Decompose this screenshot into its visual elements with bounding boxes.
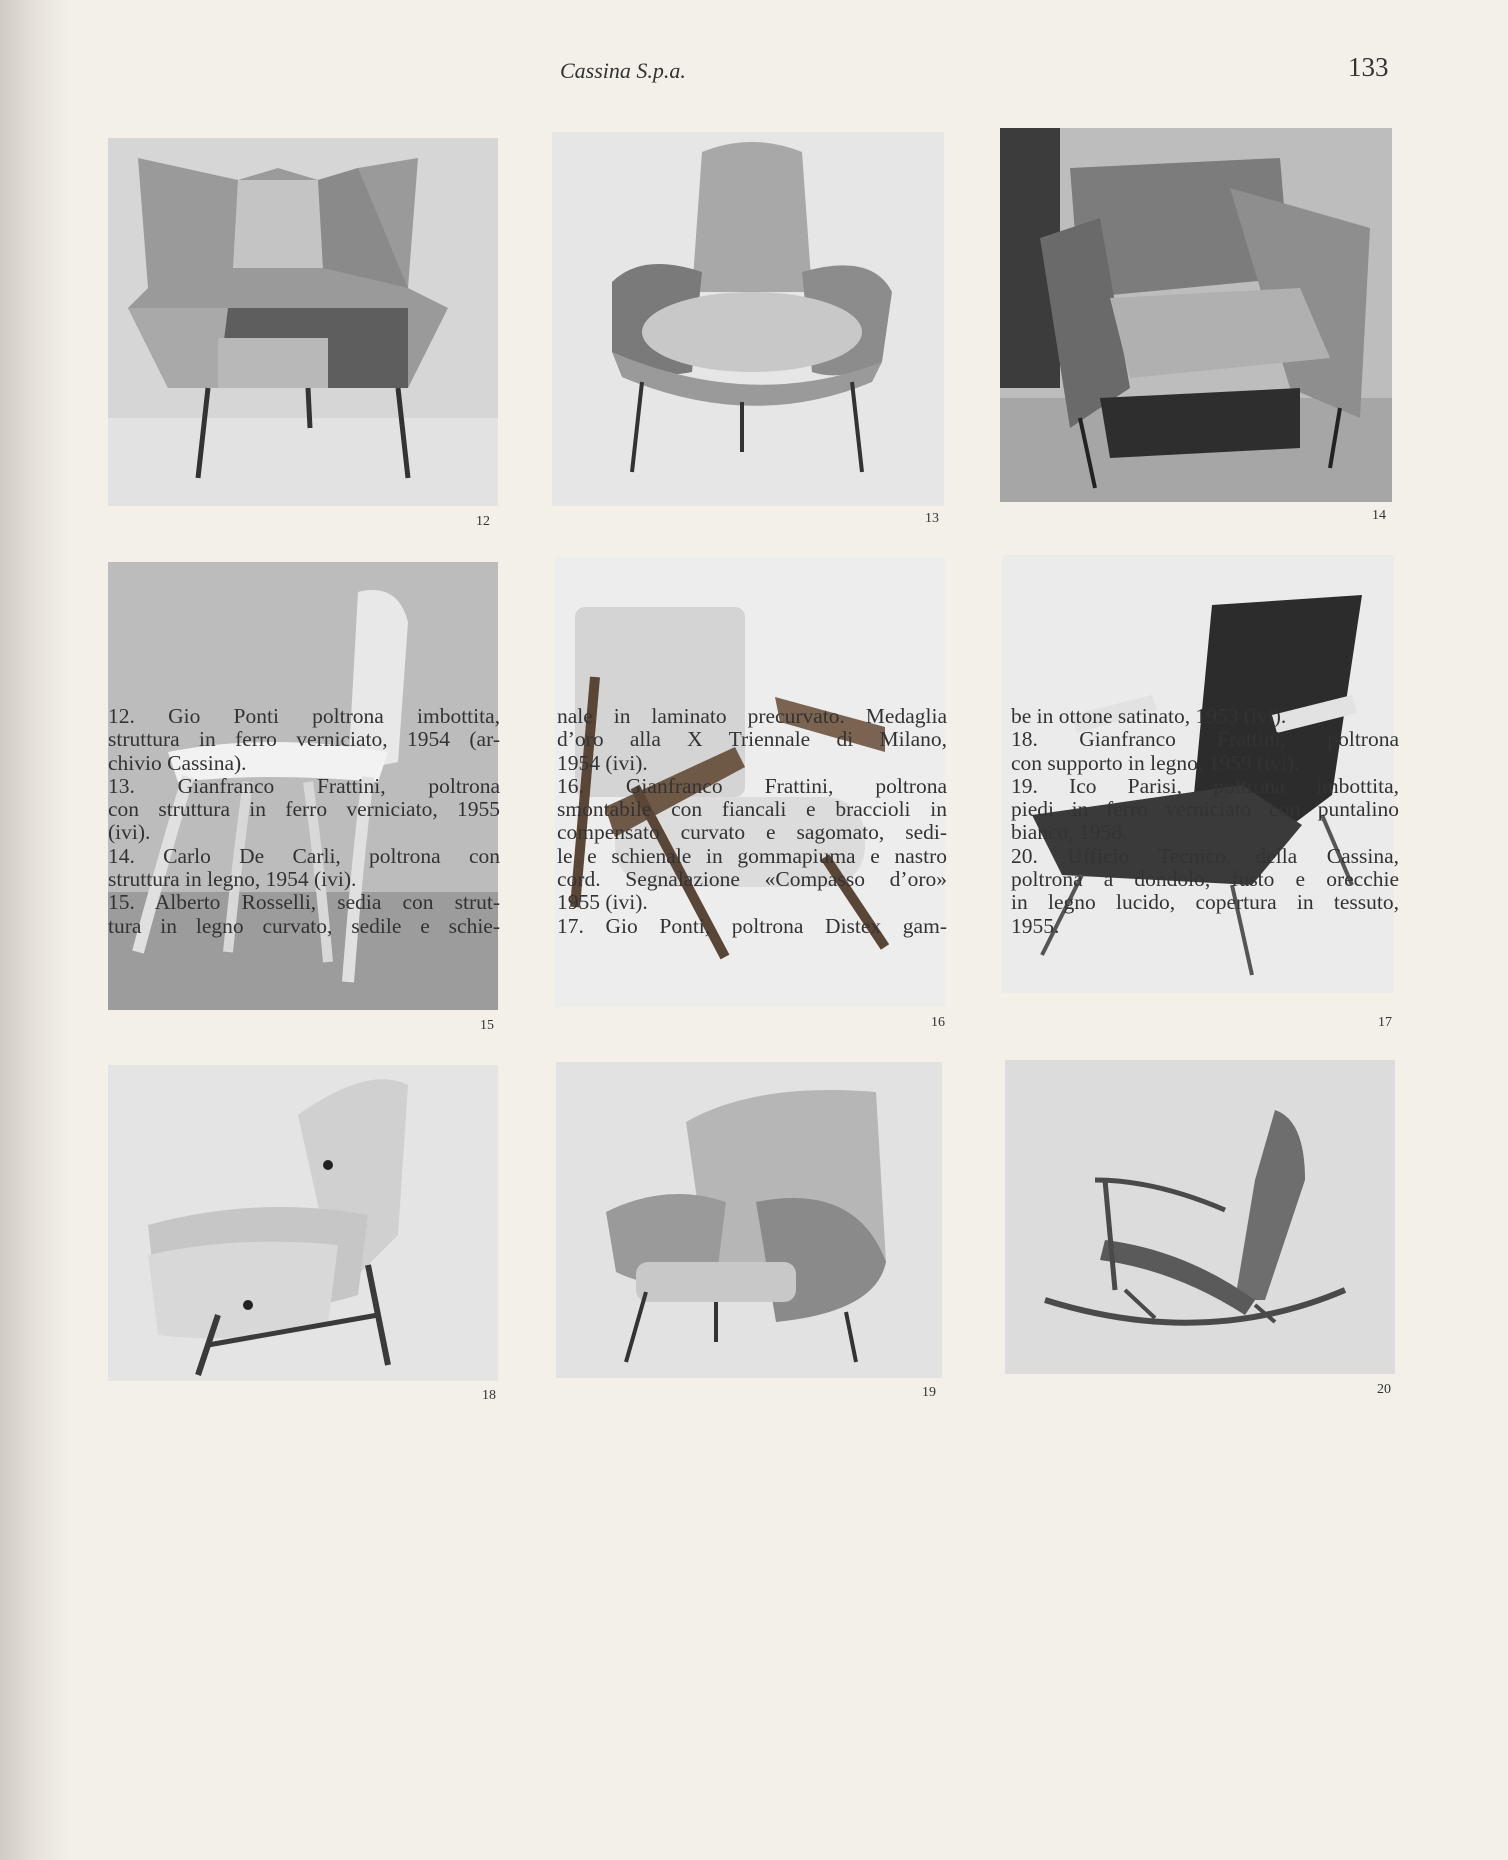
figure-number: 16: [931, 1015, 945, 1030]
caption-line: struttura in ferro verniciato, 1954 (ar-: [108, 727, 500, 752]
running-header: Cassina S.p.a.: [560, 58, 686, 83]
figure-number: 12: [476, 514, 490, 529]
caption-line: be in ottone satinato, 1953 (ivi).: [1011, 704, 1287, 728]
figure-number: 15: [480, 1018, 494, 1033]
figure-number: 19: [922, 1385, 936, 1400]
armchair-rounded-icon: [552, 132, 944, 506]
figure-number: 14: [1372, 508, 1386, 523]
armchair-angular-icon: [1000, 128, 1392, 502]
rocking-chair-icon: [1005, 1060, 1395, 1374]
caption-line: con struttura in ferro verniciato, 1955: [108, 797, 500, 822]
caption-line: 18. Gianfranco Frattini, poltrona: [1011, 727, 1399, 752]
figure-photo-18: [108, 1065, 498, 1381]
armchair-padded-icon: [556, 1062, 942, 1378]
caption-line: 17. Gio Ponti, poltrona Distex gam-: [557, 913, 947, 938]
figure-number: 17: [1378, 1015, 1392, 1030]
caption-line: 12. Gio Ponti poltrona imbottita,: [108, 704, 500, 728]
caption-line: 15. Alberto Rosselli, sedia con strut-: [108, 890, 500, 915]
caption-line: (ivi).: [108, 820, 151, 845]
armchair-faceted-icon: [108, 138, 498, 506]
wing-chair-icon: [108, 1065, 498, 1381]
figure-photo-14: [1000, 128, 1392, 502]
caption-line: 19. Ico Parisi, poltrona imbottita,: [1011, 773, 1399, 798]
caption-line: 13. Gianfranco Frattini, poltrona: [108, 773, 500, 798]
caption-line: 1955.: [1011, 913, 1060, 938]
caption-line: struttura in legno, 1954 (ivi).: [108, 867, 357, 892]
figure-number: 13: [925, 511, 939, 526]
figure-photo-20: [1005, 1060, 1395, 1374]
caption-line: le e schienale in gommapiuma e nastro: [557, 843, 947, 868]
figure-photo-12: [108, 138, 498, 506]
caption-line: tura in legno curvato, sedile e schie-: [108, 913, 500, 938]
caption-line: cord. Segnalazione «Compasso d’oro»: [557, 867, 947, 892]
caption-line: smontabile con fiancali e braccioli in: [557, 797, 947, 822]
caption-line: bianco, 1958.: [1011, 820, 1128, 845]
caption-column-1: [108, 705, 500, 938]
caption-line: 1954 (ivi).: [557, 750, 648, 775]
caption-line: 20. Ufficio Tecnico della Cassina,: [1011, 843, 1399, 868]
caption-column-3: [1011, 705, 1399, 938]
figure-number: 18: [482, 1388, 496, 1403]
caption-line: con supporto in legno, 1959 (ivi).: [1011, 750, 1300, 775]
caption-line: poltrona a dondolo, fusto e orecchie: [1011, 867, 1399, 892]
caption-line: 16. Gianfranco Frattini, poltrona: [557, 773, 947, 798]
figure-photo-19: [556, 1062, 942, 1378]
figure-photo-13: [552, 132, 944, 506]
page-number: 133: [1348, 52, 1389, 82]
caption-line: piedi in ferro verniciato con puntalino: [1011, 797, 1399, 822]
caption-line: 14. Carlo De Carli, poltrona con: [108, 843, 500, 868]
caption-column-2: [557, 705, 947, 938]
caption-line: compensato curvato e sagomato, sedi-: [557, 820, 947, 845]
caption-line: in legno lucido, copertura in tessuto,: [1011, 890, 1399, 915]
caption-line: 1955 (ivi).: [557, 890, 648, 915]
caption-line: nale in laminato precurvato. Medaglia: [557, 704, 947, 728]
caption-line: chivio Cassina).: [108, 750, 247, 775]
figure-number: 20: [1377, 1382, 1391, 1397]
caption-line: d’oro alla X Triennale di Milano,: [557, 727, 947, 752]
book-gutter-shadow: [0, 0, 70, 1860]
